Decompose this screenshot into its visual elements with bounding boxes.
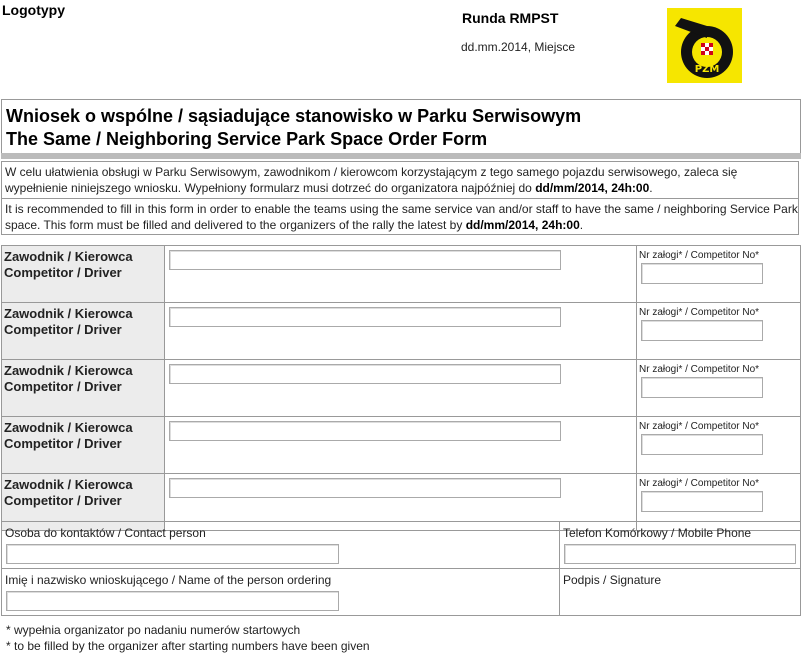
competitor-number-input[interactable]: [641, 491, 763, 512]
contact-person-label: Osoba do kontaktów / Contact person: [5, 526, 206, 540]
driver-label: Zawodnik / Kierowca Competitor / Driver: [2, 417, 165, 474]
driver-label: Zawodnik / Kierowca Competitor / Driver: [2, 360, 165, 417]
orderer-name-label: Imię i nazwisko wnioskującego / Name of the person ordering: [5, 573, 332, 587]
contact-row: [2, 522, 801, 569]
driver-name-input[interactable]: [169, 421, 561, 441]
intro-paragraph-pl: W celu ułatwienia obsługi w Parku Serwisowym, zawodnikom / kierowcom korzystającym z tego samego pojazdu serwisowego, zaleca się wypełnienie niniejszego wniosku. Wypełniony formularz musi dotrzeć do organizatora najpóźniej do dd/mm/2014, 24h:00.: [1, 161, 799, 198]
logo-text: PZM: [694, 64, 720, 75]
driver-name-input[interactable]: [169, 250, 561, 270]
competitor-number-label: Nr załogi* / Competitor No*: [639, 307, 760, 318]
deadline-pl: dd/mm/2014, 24h:00: [535, 181, 650, 195]
contact-person-input[interactable]: [6, 544, 339, 564]
driver-row: [2, 417, 801, 474]
competitor-number-label: Nr załogi* / Competitor No*: [639, 364, 760, 375]
competitor-number-input[interactable]: [641, 263, 763, 284]
intro-text-pl: W celu ułatwienia obsługi w Parku Serwisowym, zawodnikom / kierowcom korzystającym z tego samego pojazdu serwisowego, zaleca się wypełnienie niniejszego wniosku. Wypełniony formularz musi dotrzeć do organizatora najpóźniej do: [5, 165, 738, 195]
footnote-en: * to be filled by the organizer after starting numbers have been given: [6, 639, 370, 653]
signature-cell[interactable]: [560, 569, 801, 616]
driver-name-input[interactable]: [169, 364, 561, 384]
orderer-name-input[interactable]: [6, 591, 339, 611]
driver-row: [2, 360, 801, 417]
signature-label: Podpis / Signature: [563, 573, 662, 587]
competitor-number-label: Nr załogi* / Competitor No*: [639, 250, 760, 261]
mobile-phone-label: Telefon Komórkowy / Mobile Phone: [563, 526, 752, 540]
orderer-row: [2, 569, 801, 616]
form-title-en: The Same / Neighboring Service Park Space Order Form: [6, 129, 488, 149]
intro-paragraph-en: It is recommended to fill in this form in order to enable the teams using the same service van and/or staff to have the same / neighboring Service Park space. This form must be filled and delivered to the organizers of the rally the latest by dd/mm/2014, 24h:00.: [1, 198, 799, 235]
contact-table: [1, 521, 801, 616]
form-title-pl: Wniosek o wspólne / sąsiadujące stanowisko w Parku Serwisowym: [6, 106, 582, 126]
pzm-logo: [667, 8, 742, 83]
competitor-number-label: Nr załogi* / Competitor No*: [639, 421, 760, 432]
deadline-en: dd/mm/2014, 24h:00: [465, 218, 580, 232]
competitor-number-input[interactable]: [641, 434, 763, 455]
driver-row: [2, 303, 801, 360]
driver-name-input[interactable]: [169, 307, 561, 327]
driver-name-input[interactable]: [169, 478, 561, 498]
round-title: Runda RMPST: [462, 10, 559, 26]
intro-text-en: It is recommended to fill in this form in order to enable the teams using the same service van and/or staff to have the same / neighboring Service Park space. This form must be filled and delivered to the organizers of the rally the latest by: [5, 202, 798, 232]
driver-row: [2, 246, 801, 303]
driver-label: Zawodnik / Kierowca Competitor / Driver: [2, 303, 165, 360]
form-title-box: [1, 99, 801, 153]
competitor-number-input[interactable]: [641, 320, 763, 341]
logos-heading: Logotypy: [2, 2, 65, 18]
mobile-phone-input[interactable]: [564, 544, 796, 564]
competitor-number-input[interactable]: [641, 377, 763, 398]
date-place: dd.mm.2014, Miejsce: [461, 40, 576, 54]
driver-label: Zawodnik / Kierowca Competitor / Driver: [2, 246, 165, 303]
drivers-table: [1, 245, 801, 531]
competitor-number-label: Nr załogi* / Competitor No*: [639, 478, 760, 489]
title-divider: [1, 153, 801, 159]
footnote-pl: * wypełnia organizator po nadaniu numerów startowych: [6, 623, 301, 637]
driver-label: Zawodnik / Kierowca Competitor / Driver: [2, 474, 165, 531]
